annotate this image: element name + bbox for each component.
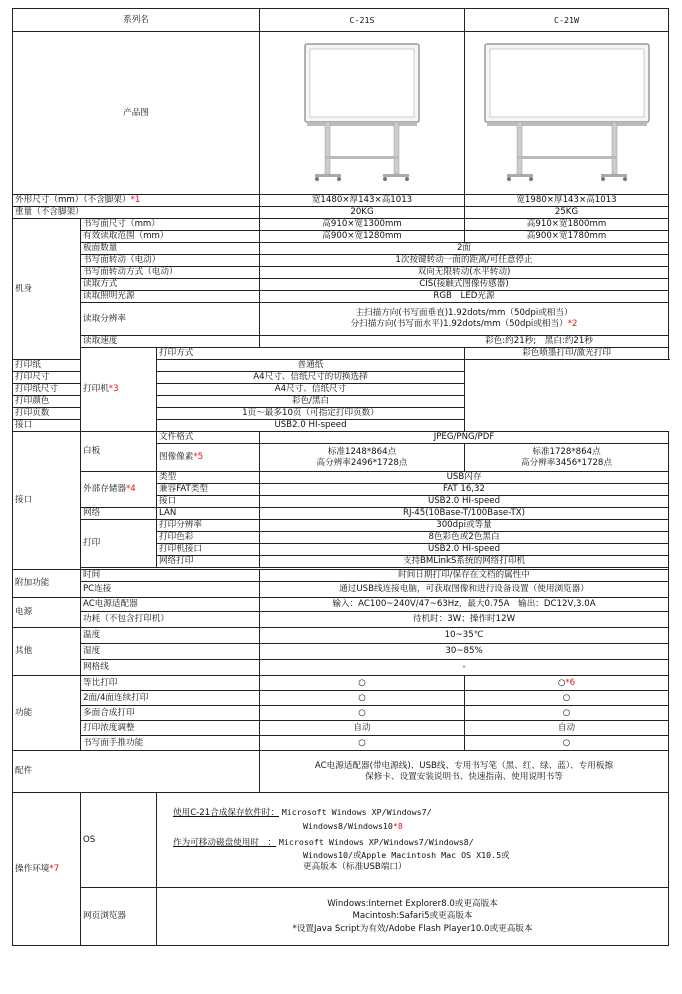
density-c21w: 自动: [465, 721, 669, 736]
humidity-label: 湿度: [81, 644, 260, 660]
rotation-mode-label: 书写面转动方式（电动）: [81, 267, 260, 279]
speed-value: 彩色:约21秒; 黑白:约21秒: [260, 336, 669, 348]
rotation-mode-value: 双向无限转动(水平转动): [260, 267, 669, 279]
grid-value: -: [260, 660, 669, 676]
humidity-value: 30~85%: [260, 644, 669, 660]
write-size-c21w: 高910×宽1800mm: [465, 219, 669, 231]
series-header: 系列名: [13, 9, 260, 32]
adapter-label: AC电源适配器: [81, 598, 260, 612]
storage-port-value: USB2.0 HI-speed: [260, 496, 669, 508]
print-res-value: 300dpi或等量: [260, 520, 669, 532]
whiteboard-c21w-image: [477, 38, 657, 188]
pixels-label: 图像像素*5: [157, 444, 260, 472]
file-format-value: JPEG/PNG/PDF: [260, 432, 669, 444]
group-extra: 附加功能: [13, 570, 81, 598]
group-env: 操作环境*7: [13, 793, 81, 946]
manual-push-c21w: ○: [465, 736, 669, 751]
print-colors-value: 8色彩色或2色黑白: [260, 532, 669, 544]
browser-label: 网页浏览器: [81, 888, 157, 946]
resolution-line-2: 分扫描方向(书写面水平)1.92dots/mm（50dpi或相当）*2: [350, 319, 578, 329]
write-size-label: 书写面尺寸（mm）: [81, 219, 260, 231]
multi-print-label: 多面合成打印: [81, 706, 260, 721]
continuous-print-label: 2面/4面连续打印: [81, 691, 260, 706]
scale-print-c21s: ○: [260, 676, 465, 691]
print-color-value: 彩色/黑白: [157, 396, 465, 408]
group-power: 电源: [13, 598, 81, 628]
temp-label: 温度: [81, 628, 260, 644]
print-paper-label: 打印纸: [13, 360, 157, 372]
c21s-image: [260, 32, 465, 195]
size-c21w: 宽1980×厚143×高1013: [465, 195, 669, 207]
scale-print-c21w: ○*6: [465, 676, 669, 691]
rotation-label: 书写面转动（电动）: [81, 255, 260, 267]
pc-label: PC连接: [81, 582, 260, 598]
density-c21s: 自动: [260, 721, 465, 736]
paper-size-label: 打印纸尺寸: [13, 384, 157, 396]
note-mark: *6: [565, 677, 576, 688]
print-method-value: 彩色喷墨打印/激光打印: [465, 348, 669, 360]
whiteboard-c21s-image: [287, 38, 437, 188]
os-case-b-label: 作为可移动磁盘使用时 ：: [173, 837, 277, 848]
network-value: RJ-45(10Base-T/100Base-TX): [260, 508, 669, 520]
printer-port-label: 接口: [13, 420, 157, 432]
network-label: 网络: [81, 508, 157, 520]
storage-type-label: 类型: [157, 472, 260, 484]
density-label: 打印浓度调整: [81, 721, 260, 736]
scale-print-label: 等比打印: [81, 676, 260, 691]
time-label: 时间: [81, 570, 260, 582]
group-features: 功能: [13, 676, 81, 751]
network-print-label: 网络打印: [157, 556, 260, 568]
read-range-c21w: 高900×宽1780mm: [465, 231, 669, 243]
panels-value: 2面: [260, 243, 669, 255]
group-body: 机身: [13, 219, 81, 360]
note-mark: *5: [193, 452, 204, 463]
print-colors-label: 打印色彩: [157, 532, 260, 544]
paper-size-value: A4尺寸、信纸尺寸: [157, 384, 465, 396]
note-mark: *4: [125, 484, 136, 495]
os-label: OS: [81, 793, 157, 888]
multi-print-c21s: ○: [260, 706, 465, 721]
note-mark: *3: [108, 384, 119, 395]
resolution-label: 读取分辨率: [81, 303, 260, 336]
pixels-c21s: 标准1248*864点 高分辨率2496*1728点: [260, 444, 465, 472]
file-format-label: 文件格式: [157, 432, 260, 444]
note-mark: *2: [567, 319, 578, 329]
group-other: 其他: [13, 628, 81, 676]
pixels-c21w: 标准1728*864点 高分辨率3456*1728点: [465, 444, 669, 472]
fat-type-label: 兼容FAT类型: [157, 484, 260, 496]
rotation-value: 1次按键转动一面的距离/可任意停止: [260, 255, 669, 267]
print-pages-value: 1页～最多10页（可指定打印页数）: [157, 408, 465, 420]
printer-interface-value: USB2.0 HI-speed: [260, 544, 669, 556]
consumption-label: 功耗（不包含打印机）: [81, 612, 260, 628]
read-range-c21s: 高900×宽1280mm: [260, 231, 465, 243]
temp-value: 10~35℃: [260, 628, 669, 644]
note-mark: *8: [392, 820, 403, 831]
printer-port-value: USB2.0 HI-speed: [157, 420, 465, 432]
size-label: 外形尺寸（mm）（不含脚架）*1: [13, 195, 260, 207]
print-res-label: 打印分辨率: [157, 520, 260, 532]
pc-value: 通过USB线连接电脑，可获取图像和进行设备设置（使用浏览器）: [260, 582, 669, 598]
manual-push-c21s: ○: [260, 736, 465, 751]
light-value: RGB LED光源: [260, 291, 669, 303]
read-method-value: CIS(接触式图像传感器): [260, 279, 669, 291]
grid-label: 网格线: [81, 660, 260, 676]
write-size-c21s: 高910×宽1300mm: [260, 219, 465, 231]
resolution-line-1: 主扫描方向(书写面垂直)1.92dots/mm（50dpi或相当）: [355, 308, 573, 319]
group-interface: 接口: [13, 432, 81, 570]
weight-c21s: 20KG: [260, 207, 465, 219]
continuous-print-c21s: ○: [260, 691, 465, 706]
read-method-label: 读取方式: [81, 279, 260, 291]
multi-print-c21w: ○: [465, 706, 669, 721]
manual-push-label: 书写面手推功能: [81, 736, 260, 751]
note-mark: *1: [130, 195, 141, 206]
product-image-label: 产品图: [13, 32, 260, 195]
spec-table: [12, 8, 669, 946]
storage-type-value: USB闪存: [260, 472, 669, 484]
network-sub-label: LAN: [157, 508, 260, 520]
print-size-label: 打印尺寸: [13, 372, 157, 384]
adapter-value: 输入：AC100~240V/47~63Hz，最大0.75A 输出：DC12V,3.0A: [260, 598, 669, 612]
os-value: 使用C-21合成保存软件时： Microsoft Windows XP/Windows7/ Windows8/Windows10*8 作为可移动磁盘使用时 ： Microsoft Windows XP/Windows7/Windows8/ Windows10/或Apple Macintosh Mac OS X10.5或 更高版本（标准USB端口）: [157, 793, 669, 888]
print-size-value: A4尺寸、信纸尺寸的切换选择: [157, 372, 465, 384]
time-value: 时间日期打印/保存在文档的属性中: [260, 570, 669, 582]
c21w-header: C-21W: [465, 9, 669, 32]
read-range-label: 有效读取范围（mm）: [81, 231, 260, 243]
note-mark: *7: [49, 863, 60, 874]
whiteboard-label: 白板: [81, 432, 157, 472]
continuous-print-c21w: ○: [465, 691, 669, 706]
external-storage-label: 外部存储器*4: [81, 472, 157, 508]
accessories-value: AC电源适配器(带电源线)、USB线、专用书写笔（黑、红、绿、蓝）、专用板擦 保修卡、设置安装说明书、快速指南、使用说明书等: [260, 751, 669, 793]
print-color-label: 打印颜色: [13, 396, 157, 408]
printer-interface-label: 打印机接口: [157, 544, 260, 556]
os-case-a-label: 使用C-21合成保存软件时：: [173, 808, 279, 819]
print-pages-label: 打印页数: [13, 408, 157, 420]
group-printer: 打印机*3: [81, 348, 157, 432]
print-paper-value: 普通纸: [157, 360, 465, 372]
browser-value: Windows:Internet Explorer8.0或更高版本 Macintosh:Safari5或更高版本 *设置Java Script为有效/Adobe Flash Player10.0或更高版本: [157, 888, 669, 946]
c21s-header: C-21S: [260, 9, 465, 32]
print-interface-label: 打印: [81, 520, 157, 568]
weight-label: 重量（不含脚架）: [13, 207, 260, 219]
fat-type-value: FAT 16,32: [260, 484, 669, 496]
storage-port-label: 接口: [157, 496, 260, 508]
consumption-value: 待机时：3W；操作时12W: [260, 612, 669, 628]
resolution-value: [260, 303, 669, 336]
speed-label: 读取速度: [81, 336, 260, 348]
panels-label: 板面数量: [81, 243, 260, 255]
network-print-value: 支持BMLinkS系统的网络打印机: [260, 556, 669, 568]
accessories-label: 配件: [13, 751, 260, 793]
c21w-image: [465, 32, 669, 195]
weight-c21w: 25KG: [465, 207, 669, 219]
light-label: 读取照明光源: [81, 291, 260, 303]
print-method-label: 打印方式: [157, 348, 465, 360]
size-c21s: 宽1480×厚143×高1013: [260, 195, 465, 207]
